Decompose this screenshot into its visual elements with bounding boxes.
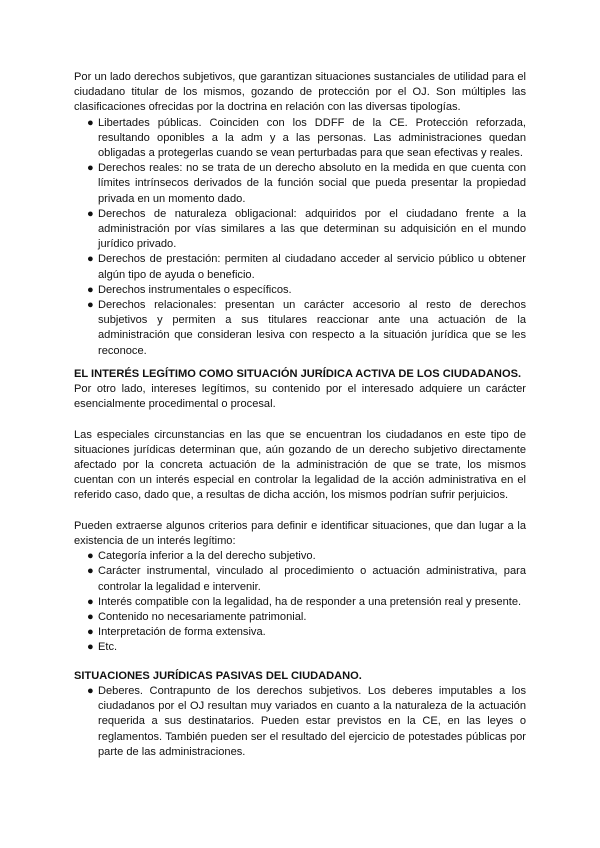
bullet-icon: ● [87,641,94,654]
list-item: ● Derechos relacionales: presentan un carácter accesorio al resto de derechos subjetivos y permiten a sus titulares reaccionar ante una actuación de la administración que consideran lesiva con respecto a la situación jurídica que se les reconoce. [87,299,526,357]
interes-paragraph-2: Las especiales circunstancias en las que se encuentran los ciudadanos en este tipo de situaciones jurídicas determinan que, aún gozando de un derecho subjetivo directamente afectado por la concreta actuación de la administración de que se trate, los mismos cuentan con un interés especial en controlar la legalidad de la acción administrativa en el referido caso, dado que, a resultas de dicha acción, los mismos podrían sufrir perjuicios. [74,428,526,502]
list-item: ● Carácter instrumental, vinculado al procedimiento o actuación administrativa, para controlar la legalidad e intervenir. [87,565,526,593]
list-item: ● Categoría inferior a la del derecho subjetivo. [74,549,526,564]
passive-situations-list [74,684,526,760]
bullet-icon: ● [87,299,94,312]
spacer [74,412,526,427]
list-item: ● Derechos de prestación: permiten al ciudadano acceder al servicio público u obtener algún tipo de ayuda o beneficio. [87,253,526,281]
bullet-icon: ● [87,684,94,697]
bullet-icon: ● [87,162,94,175]
bullet-icon: ● [87,116,94,129]
list-item: ● Interpretación de forma extensiva. [74,625,526,640]
document-page [74,70,526,760]
list-item: ● Etc. [74,640,526,655]
bullet-icon: ● [87,253,94,266]
bullet-icon: ● [87,565,94,578]
bullet-icon: ● [87,595,94,608]
list-item: ● Contenido no necesariamente patrimonial. [74,610,526,625]
intro-paragraph: Por un lado derechos subjetivos, que garantizan situaciones sustanciales de utilidad para el ciudadano titular de los mismos, gozando de protección por el OJ. Son múltiples las clasificaciones ofrecidas por la doctrina en relación con las diversas tipologías. [74,71,526,114]
bullet-icon: ● [87,550,94,563]
bullet-icon: ● [87,611,94,624]
section-heading-situaciones-pasivas: SITUACIONES JURÍDICAS PASIVAS DEL CIUDADANO. [74,669,362,682]
list-item: ● Interés compatible con la legalidad, ha de responder a una pretensión real y presente. [74,595,526,610]
list-item: ● Derechos instrumentales o específicos. [74,283,526,298]
spacer [74,504,526,519]
bullet-icon: ● [87,626,94,639]
list-item: ● Libertades públicas. Coinciden con los DDFF de la CE. Protección reforzada, resultando oponibles a la adm y a las personas. Las administraciones quedan obligadas a protegerlas cuando se vean perturbadas para que sean efectivas y reales. [87,116,526,160]
subjective-rights-list [74,116,526,359]
criteria-list [74,549,526,655]
interes-paragraph-1: Por otro lado, intereses legítimos, su contenido por el interesado adquiere un carácter esencialmente procedimental o procesal. [74,383,526,411]
section-heading-interes-legitimo: EL INTERÉS LEGÍTIMO COMO SITUACIÓN JURÍDICA ACTIVA DE LOS CIUDADANOS. [74,367,522,380]
bullet-icon: ● [87,207,94,220]
interes-paragraph-3: Pueden extraerse algunos criterios para definir e identificar situaciones, que dan lugar a la existencia de un interés legítimo: [74,519,526,548]
bullet-icon: ● [87,283,94,296]
list-item: ● Derechos reales: no se trata de un derecho absoluto en la medida en que cuenta con límites intrínsecos derivados de la función social que pueda presentar la propiedad privada en un momento dado. [87,162,526,205]
list-item: ● Deberes. Contrapunto de los derechos subjetivos. Los deberes imputables a los ciudadanos por el OJ resultan muy variados en cuanto a la naturaleza de la actuación requerida a sus destinatarios. Pueden estar previstos en la CE, en las leyes o reglamentos. También pueden ser el resultado del ejercicio de potestades públicas por parte de las administraciones. [87,684,526,758]
list-item: ● Derechos de naturaleza obligacional: adquiridos por el ciudadano frente a la administración por vías similares a las que determinan su adquisición en el mundo jurídico privado. [87,207,526,251]
